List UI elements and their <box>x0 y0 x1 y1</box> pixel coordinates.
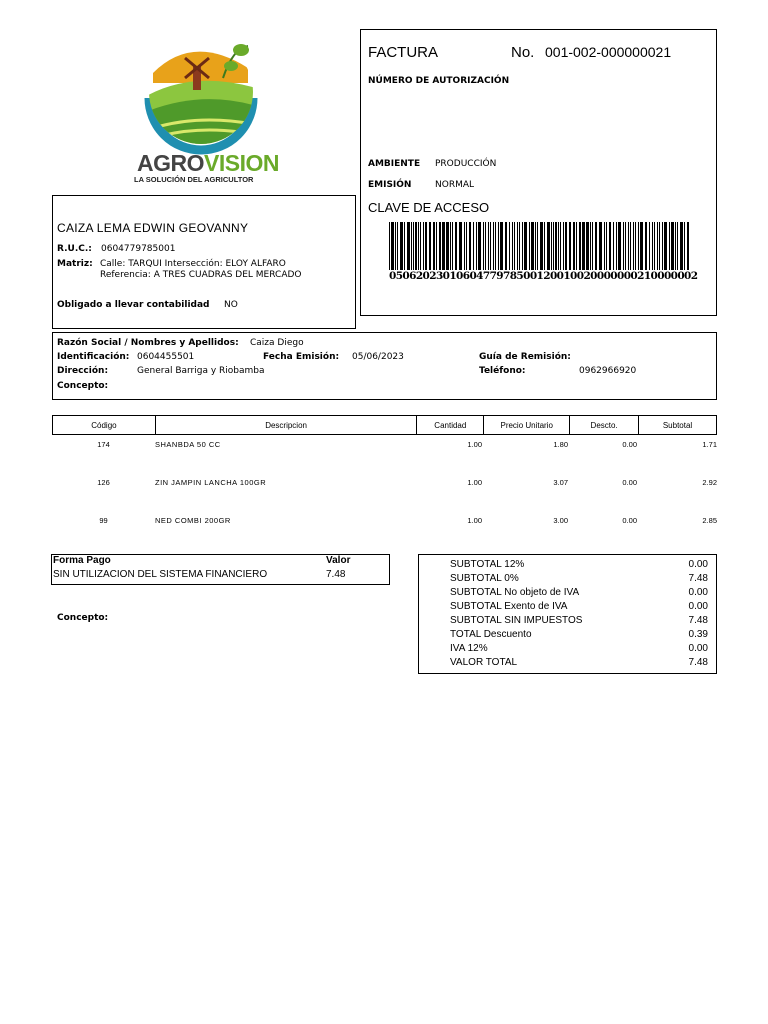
payment-box <box>51 554 390 585</box>
total-label: VALOR TOTAL <box>450 657 518 668</box>
customer-id: 0604455501 <box>137 352 195 362</box>
item-description: ZIN JAMPIN LANCHA 100GR <box>155 477 267 487</box>
total-label: IVA 12% <box>450 643 488 654</box>
invoice-title: FACTURA <box>368 44 439 61</box>
issue-date: 05/06/2023 <box>352 352 404 362</box>
table-row <box>52 463 717 501</box>
customer-name: Caiza Diego <box>250 338 304 348</box>
remission-label: Guía de Remisión: <box>479 352 571 362</box>
item-code: 174 <box>97 439 110 449</box>
barcode <box>389 222 689 272</box>
table-row <box>52 501 717 539</box>
total-row <box>450 586 708 600</box>
total-row <box>450 614 708 628</box>
issue-date-label: Fecha Emisión: <box>263 352 340 362</box>
total-value: 0.00 <box>688 559 708 570</box>
authorization-label: NÚMERO DE AUTORIZACIÓN <box>368 76 510 86</box>
environment-label: AMBIENTE <box>368 159 421 169</box>
accounting-label: Obligado a llevar contabilidad <box>57 300 210 310</box>
total-row <box>450 600 708 614</box>
header-quantity: Cantidad <box>417 416 484 435</box>
total-row <box>450 628 708 642</box>
item-description: SHANBDA 50 CC <box>155 439 221 449</box>
customer-address-label: Dirección: <box>57 366 109 376</box>
item-code: 99 <box>99 515 108 525</box>
total-value: 7.48 <box>688 657 708 668</box>
item-quantity: 1.00 <box>467 515 482 525</box>
total-value: 0.00 <box>688 643 708 654</box>
customer-id-label: Identificación: <box>57 352 130 362</box>
total-value: 0.00 <box>688 587 708 598</box>
brand-agro: AGRO <box>137 150 204 176</box>
item-subtotal: 2.85 <box>702 515 717 525</box>
matriz-label: Matriz: <box>57 259 93 269</box>
item-quantity: 1.00 <box>467 477 482 487</box>
customer-name-label: Razón Social / Nombres y Apellidos: <box>57 338 239 348</box>
phone-label: Teléfono: <box>479 366 526 376</box>
item-price: 1.80 <box>553 439 568 449</box>
accounting-value: NO <box>224 300 238 310</box>
phone-value: 0962966920 <box>579 366 637 376</box>
address-line2: Referencia: A TRES CUADRAS DEL MERCADO <box>100 270 302 280</box>
company-logo <box>123 28 284 186</box>
item-discount: 0.00 <box>622 439 637 449</box>
invoice-number-label: No. <box>511 44 535 61</box>
address-line1: Calle: TARQUI Intersección: ELOY ALFARO <box>100 259 286 269</box>
item-code: 126 <box>97 477 110 487</box>
customer-address: General Barriga y Riobamba <box>137 366 265 376</box>
total-label: SUBTOTAL SIN IMPUESTOS <box>450 615 583 626</box>
farm-landscape-icon <box>123 28 284 158</box>
ruc-label: R.U.C.: <box>57 244 92 254</box>
total-label: SUBTOTAL No objeto de IVA <box>450 587 580 598</box>
ruc-value: 0604779785001 <box>101 244 176 254</box>
emission-value: NORMAL <box>435 180 475 190</box>
total-label: SUBTOTAL 0% <box>450 573 519 584</box>
total-label: SUBTOTAL 12% <box>450 559 525 570</box>
table-row <box>52 425 717 463</box>
header-discount: Descto. <box>570 416 639 435</box>
payment-method: SIN UTILIZACION DEL SISTEMA FINANCIERO <box>53 569 268 580</box>
item-description: NED COMBI 200GR <box>155 515 231 525</box>
item-quantity: 1.00 <box>467 439 482 449</box>
total-value: 7.48 <box>688 573 708 584</box>
header-unit-price: Precio Unitario <box>484 416 570 435</box>
brand-tagline: LA SOLUCIÓN DEL AGRICULTOR <box>134 175 254 184</box>
total-row <box>450 642 708 656</box>
total-row <box>450 656 708 670</box>
item-subtotal: 2.92 <box>702 477 717 487</box>
total-row <box>450 572 708 586</box>
emission-label: EMISIÓN <box>368 180 412 190</box>
header-code: Código <box>53 416 156 435</box>
access-key-label: CLAVE DE ACCESO <box>368 200 490 215</box>
header-subtotal: Subtotal <box>639 416 717 435</box>
total-value: 0.39 <box>688 629 708 640</box>
customer-box <box>52 332 717 400</box>
item-price: 3.07 <box>553 477 568 487</box>
header-description: Descripcion <box>155 416 417 435</box>
total-label: SUBTOTAL Exento de IVA <box>450 601 568 612</box>
total-row <box>450 558 708 572</box>
issuer-name: CAIZA LEMA EDWIN GEOVANNY <box>57 221 249 235</box>
totals-box <box>418 554 717 674</box>
total-value: 7.48 <box>688 615 708 626</box>
invoice-info-box <box>360 29 717 316</box>
item-discount: 0.00 <box>622 515 637 525</box>
payment-value-header: Valor <box>326 555 351 566</box>
item-price: 3.00 <box>553 515 568 525</box>
customer-concept-label: Concepto: <box>57 381 109 391</box>
access-key-number: 0506202301060477978500120010020000000210000002 <box>389 270 698 282</box>
item-discount: 0.00 <box>622 477 637 487</box>
total-label: TOTAL Descuento <box>450 629 532 640</box>
issuer-box <box>52 195 356 329</box>
totals-list <box>450 558 708 670</box>
payment-value: 7.48 <box>326 569 346 580</box>
environment-value: PRODUCCIÓN <box>435 159 497 169</box>
payment-concept-label: Concepto: <box>57 613 109 623</box>
brand-vision: VISION <box>204 150 279 176</box>
item-subtotal: 1.71 <box>702 439 717 449</box>
invoice-number: 001-002-000000021 <box>545 44 672 60</box>
total-value: 0.00 <box>688 601 708 612</box>
items-body <box>52 425 717 539</box>
payment-method-header: Forma Pago <box>53 555 111 566</box>
